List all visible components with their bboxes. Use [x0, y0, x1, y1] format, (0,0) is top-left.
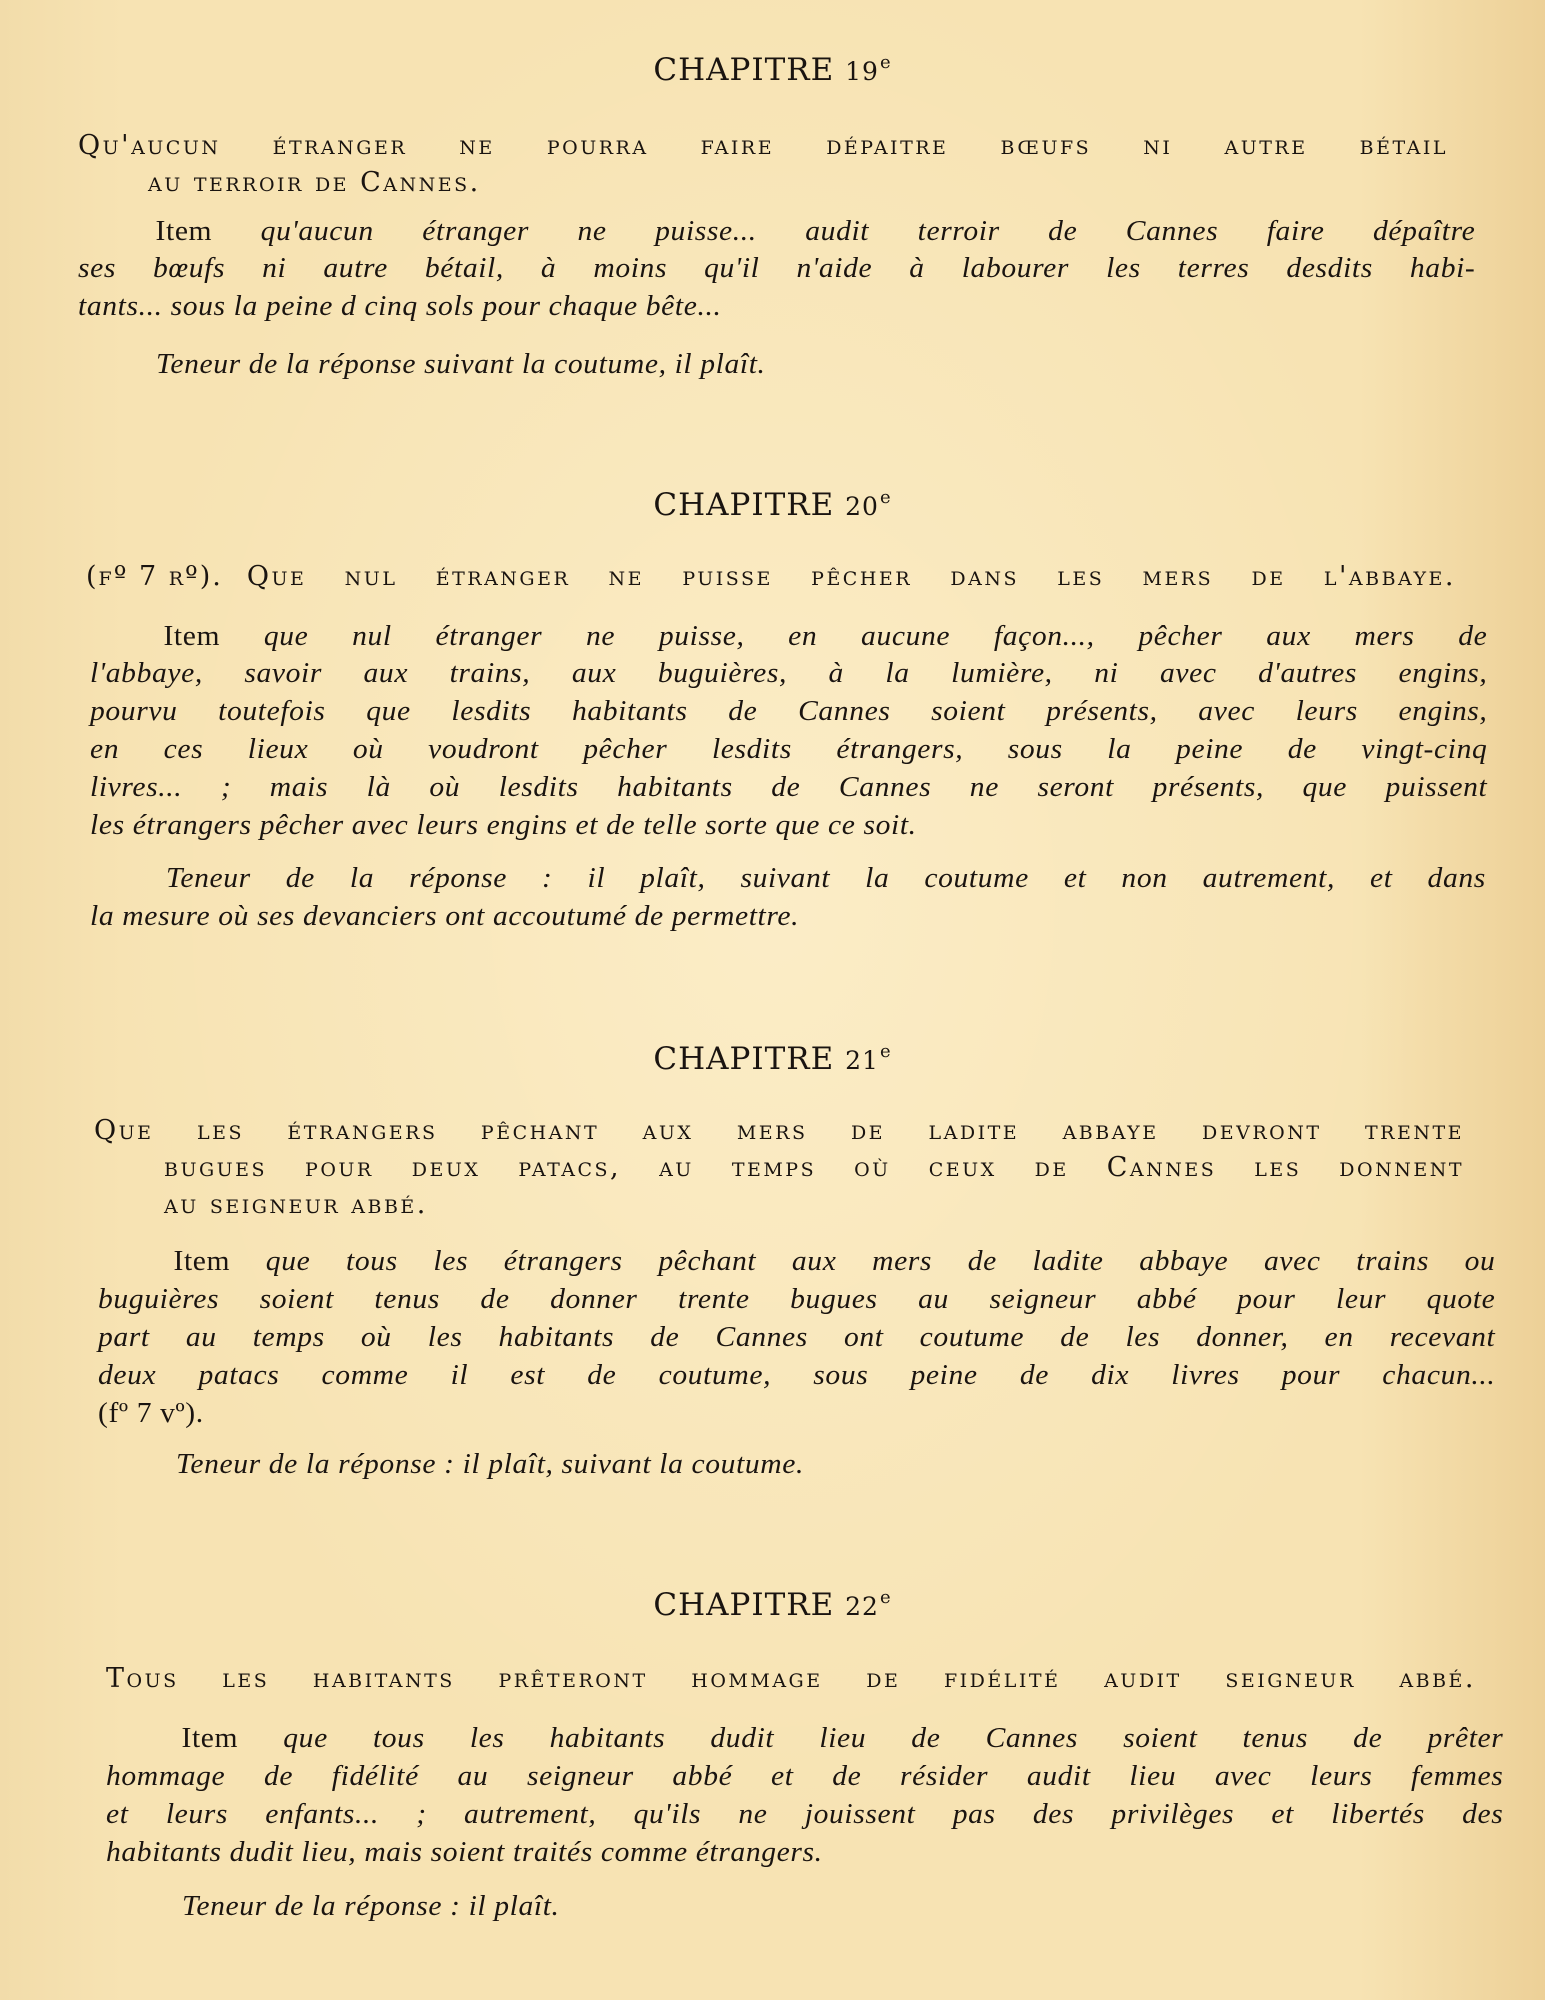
chapter-22-heading: [106, 1660, 1476, 1697]
body-line: [98, 1321, 1495, 1354]
folio-reference: (fº 7 vº).: [98, 1397, 204, 1429]
body-line: [90, 733, 1487, 766]
body-line: [78, 290, 721, 323]
body-line: [90, 620, 1487, 653]
body-line: [98, 1359, 1495, 1392]
body-text: que nul étranger ne puisse, en aucune façon..., pêcher aux mers de: [263, 620, 1488, 652]
body-text: buguières soient tenus de donner trente bugues au seigneur abbé pour leur quote: [98, 1283, 1496, 1315]
item-word: Item: [173, 1245, 231, 1277]
body-text: l'abbaye, savoir aux trains, aux buguières, à la lumière, ni avec d'autres engins,: [90, 657, 1488, 689]
body-line: [106, 1836, 823, 1869]
chapter-21-heading: [94, 1112, 1464, 1223]
chapter-suffix: e: [879, 487, 892, 508]
body-line: [106, 1722, 1503, 1755]
body-line: [98, 1283, 1495, 1316]
heading-line: bugues pour deux patacs, au temps où ceux de Cannes les donnent: [164, 1152, 1464, 1183]
body-text: livres... ; mais là où lesdits habitants de Cannes ne seront présents, que puissent: [90, 771, 1488, 803]
chapter-number: 22: [845, 1592, 879, 1621]
chapter-19-heading: [78, 127, 1448, 201]
response-text: Teneur de la réponse : il plaît, suivant la coutume et non autrement, et dans: [166, 862, 1486, 894]
chapter-suffix: e: [879, 1041, 892, 1062]
heading-line: au seigneur abbé.: [164, 1189, 428, 1220]
chapter-suffix: e: [879, 52, 892, 73]
chapter-20-title: [0, 487, 1545, 523]
response-line: [90, 900, 799, 933]
heading-line: Que les étrangers pêchant aux mers de ladite abbaye devront trente: [94, 1115, 1464, 1146]
body-text: ses bœufs ni autre bétail, à moins qu'il n'aide à labourer les terres desdits habi-: [78, 252, 1476, 284]
body-line: [106, 1760, 1503, 1793]
chapter-22-title: [0, 1587, 1545, 1623]
chapter-suffix: e: [879, 1587, 892, 1608]
chapter-label: CHAPITRE: [653, 1041, 835, 1077]
response-line: [176, 1448, 804, 1481]
response-line: [166, 862, 1486, 895]
body-text: en ces lieux où voudront pêcher lesdits étrangers, sous la peine de vingt-cinq: [90, 733, 1488, 765]
heading-line: Que nul étranger ne puisse pêcher dans les mers de l'abbaye.: [246, 561, 1456, 592]
chapter-label: CHAPITRE: [653, 487, 835, 523]
body-text: et leurs enfants... ; autrement, qu'ils ne jouissent pas des privilèges et libertés des: [106, 1798, 1504, 1830]
chapter-label: CHAPITRE: [653, 1587, 835, 1623]
chapter-label: CHAPITRE: [653, 52, 835, 88]
body-text: qu'aucun étranger ne puisse... audit terroir de Cannes faire dépaître: [260, 215, 1476, 247]
heading-line: Tous les habitants prêteront hommage de fidélité audit seigneur abbé.: [106, 1663, 1476, 1694]
body-text: que tous les habitants dudit lieu de Cannes soient tenus de prêter: [283, 1722, 1504, 1754]
body-line: [90, 809, 917, 842]
body-line: [90, 771, 1487, 804]
body-text: tants... sous la peine d cinq sols pour chaque bête...: [78, 290, 722, 322]
body-line: [98, 1245, 1495, 1278]
body-line: [90, 657, 1487, 690]
body-line: [78, 215, 1475, 248]
chapter-number: 20: [845, 492, 879, 521]
response-text: Teneur de la réponse : il plaît, suivant la coutume.: [176, 1448, 805, 1480]
response-text: la mesure où ses devanciers ont accoutumé de permettre.: [90, 900, 800, 932]
body-text: que tous les étrangers pêchant aux mers de ladite abbaye avec trains ou: [265, 1245, 1496, 1277]
body-line: [90, 695, 1487, 728]
response-text: Teneur de la réponse suivant la coutume, il plaît.: [156, 348, 766, 380]
chapter-number: 21: [845, 1046, 879, 1075]
response-text: Teneur de la réponse : il plaît.: [182, 1890, 560, 1922]
heading-line: Qu'aucun étranger ne pourra faire dépaitre bœufs ni autre bétail: [78, 130, 1448, 161]
body-text: deux patacs comme il est de coutume, sous peine de dix livres pour chacun...: [98, 1359, 1496, 1391]
item-word: Item: [155, 215, 213, 247]
body-text: part au temps où les habitants de Cannes ont coutume de les donner, en recevant: [98, 1321, 1496, 1353]
response-line: [156, 348, 766, 381]
body-text: pourvu toutefois que lesdits habitants de Cannes soient présents, avec leurs engins,: [90, 695, 1488, 727]
folio-reference: (fº 7 rº).: [86, 561, 223, 592]
body-text: les étrangers pêcher avec leurs engins et de telle sorte que ce soit.: [90, 809, 917, 841]
body-text: hommage de fidélité au seigneur abbé et de résider audit lieu avec leurs femmes: [106, 1760, 1504, 1792]
heading-line: au terroir de Cannes.: [148, 167, 481, 198]
item-word: Item: [163, 620, 221, 652]
body-line: [106, 1798, 1503, 1831]
chapter-21-title: [0, 1041, 1545, 1077]
item-word: Item: [181, 1722, 239, 1754]
response-line: [182, 1890, 560, 1923]
chapter-number: 19: [845, 57, 879, 86]
body-line: [98, 1397, 204, 1430]
chapter-19-title: [0, 52, 1545, 88]
body-text: habitants dudit lieu, mais soient traités comme étrangers.: [106, 1836, 823, 1868]
chapter-20-heading: [86, 558, 1456, 595]
body-line: [78, 252, 1475, 285]
